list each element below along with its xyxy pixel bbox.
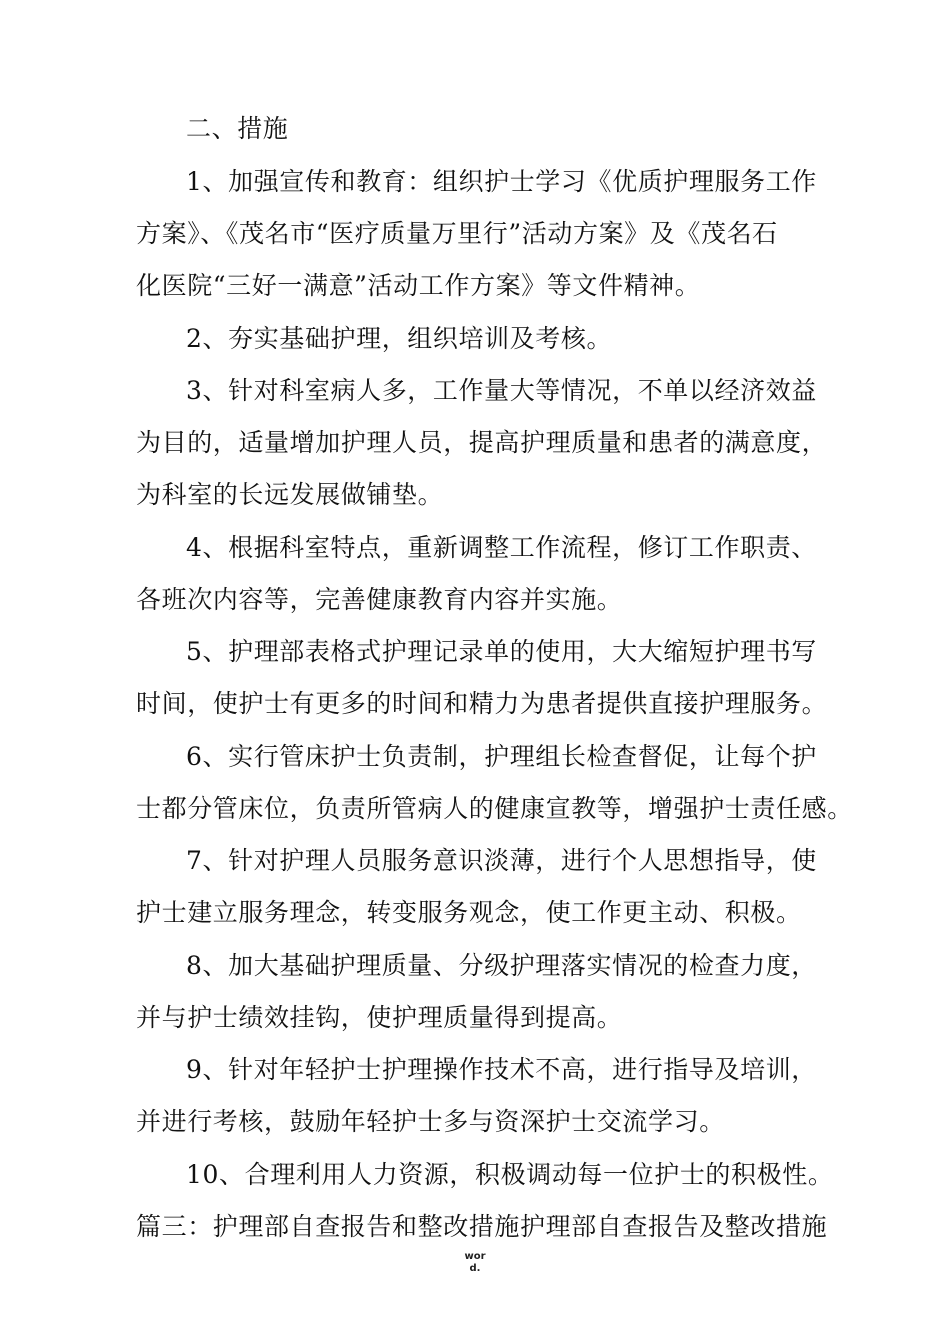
text-line: 为科室的长远发展做铺垫。 (136, 480, 444, 509)
text-line: 3、针对科室病人多，工作量大等情况，不单以经济效益 (186, 376, 817, 405)
section-heading: 二、措施 (186, 114, 289, 143)
text-line: 并进行考核，鼓励年轻护士多与资深护士交流学习。 (136, 1107, 725, 1136)
text-line: 篇三：护理部自查报告和整改措施护理部自查报告及整改措施 (136, 1212, 828, 1241)
text-line: 各班次内容等，完善健康教育内容并实施。 (136, 585, 623, 614)
text-line: 并与护士绩效挂钩，使护理质量得到提高。 (136, 1003, 623, 1032)
text-line: 1、加强宣传和教育：组织护士学习《优质护理服务工作 (186, 167, 817, 196)
footer-text-line1: wor (464, 1251, 486, 1262)
text-line: 为目的，适量增加护理人员，提高护理质量和患者的满意度， (136, 428, 828, 457)
text-line: 护士建立服务理念，转变服务观念，使工作更主动、积极。 (136, 898, 802, 927)
text-line: 8、加大基础护理质量、分级护理落实情况的检查力度， (186, 951, 817, 980)
text-line: 10、合理利用人力资源，积极调动每一位护士的积极性。 (186, 1160, 834, 1189)
text-line: 9、针对年轻护士护理操作技术不高，进行指导及培训， (186, 1055, 817, 1084)
text-line: 7、针对护理人员服务意识淡薄，进行个人思想指导，使 (186, 846, 817, 875)
text-line: 方案》、《茂名市“医疗质量万里行”活动方案》及《茂名石 (136, 219, 778, 248)
text-line: 6、实行管床护士负责制，护理组长检查督促，让每个护 (186, 742, 817, 771)
text-line: 士都分管床位，负责所管病人的健康宣教等，增强护士责任感。 (136, 794, 853, 823)
text-line: 5、护理部表格式护理记录单的使用，大大缩短护理书写 (186, 637, 817, 666)
text-line: 4、根据科室特点，重新调整工作流程，修订工作职责、 (186, 533, 817, 562)
text-line: 2、夯实基础护理，组织培训及考核。 (186, 324, 613, 353)
text-line: 时间，使护士有更多的时间和精力为患者提供直接护理服务。 (136, 689, 828, 718)
footer-text-line2: d. (469, 1263, 481, 1274)
text-line: 化医院“三好一满意”活动工作方案》等文件精神。 (136, 271, 701, 300)
